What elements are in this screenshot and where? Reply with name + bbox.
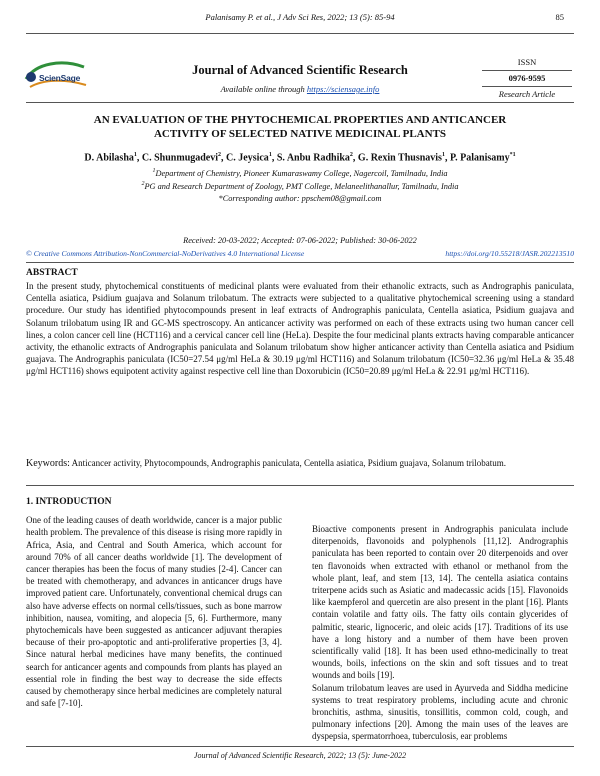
running-head: Palanisamy P. et al., J Adv Sci Res, 2022; 13 (5): 85-94 — [205, 12, 395, 22]
license-row — [26, 249, 574, 258]
author-sup: 2 — [349, 152, 353, 158]
left-column — [26, 496, 282, 709]
affiliation-2: $^2$PG and Research Department of Zoology, PMT College, Melaneelithanallur, Tamilnadu, India — [141, 181, 459, 191]
footer-rule — [26, 746, 574, 747]
issn-number: 0976-9595 — [482, 71, 572, 87]
author-list: D. Abilasha$^1$, C. Shunmugadevi$^2$, C. Jeysica$^1$, S. Anbu Radhika$^2$, G. Rexin Thusnavis$^1$, P. Palanisamy$^{*1}$ — [84, 152, 516, 164]
right-column — [312, 523, 568, 743]
header-rule-top — [26, 33, 574, 34]
author-name: D. Abilasha — [84, 152, 134, 164]
keywords-label: Keywords: — [26, 458, 70, 469]
title-line-2: ACTIVITY OF SELECTED NATIVE MEDICINAL PLANTS — [153, 128, 447, 140]
header-rule-bottom — [26, 102, 574, 103]
rule-above-abstract — [26, 262, 574, 263]
author-sup: 1 — [441, 152, 445, 158]
correspondence: *Corresponding author: ppschem08@gmail.com — [218, 194, 382, 203]
page-number: 85 — [555, 12, 564, 22]
author-sup: *1 — [509, 152, 516, 158]
cc-icon: © — [26, 249, 32, 258]
abstract-text: In the present study, phytochemical constituents of medicinal plants were evaluated from their ethanolic extracts, such as Andrographis paniculata, Centella asiatica, Psidium guajava and Solanum trilobatum. The extracts were subjected to a qualitative phytochemical screening using a standard procedure. Our study has identified phytocompounds present in leaf extracts of Andrographis paniculata, Centella asiatica, Psidium guajava and Solanum trilobatum using IR and GC-MS spectroscopy. An anticancer activity was performed on each of these extracts using two human cancer cell lines, a colon cancer cell line (HCT116) and a cervical cancer cell line (HeLa). Despite the four medicinal plants extracts having comparable anticancer activity, the ethanolic extracts of Andrographis paniculata and Solanum trilobatum show higher anticancer activity than Centella asiatica and Psidium guajava. The Andrographis paniculata (IC50=27.54 μg/ml HeLa & 30.19 μg/ml HCT116) and Solanum trilobatum (IC50=32.36 μg/ml HeLa & 35.48 μg/ml HCT116) shows equipotent activity against respective cell line than Doxorubicin (IC50=20.89 μg/ml HeLa & 22.91 μg/ml HCT116). — [26, 281, 574, 377]
rule-below-keywords — [26, 485, 574, 486]
article-dates: Received: 20-03-2022; Accepted: 07-06-2022; Published: 30-06-2022 — [183, 236, 417, 245]
section-heading: 1. INTRODUCTION — [26, 497, 112, 507]
author-name: C. Shunmugadevi — [141, 152, 219, 164]
author-name: S. Anbu Radhika — [276, 152, 350, 164]
author-sup: 1 — [268, 152, 272, 158]
journal-name: Journal of Advanced Scientific Research — [192, 63, 408, 77]
intro-paragraph-right-1: Bioactive components present in Andrographis paniculata include diterpenoids, flavonoids and polyphenols [11,12]. Andrographis paniculata has been reported to contain over 20 diterpenoids and over ten flavonoids when extracted with ethanol or methanol from the whole plant, leaf, and stem [13, 14]. The centella asiatica contains triterpene acids such as Asiatic and madecassic acids [15]. Flavonoids like kaempferol and quercetin are also present in the plant [16]. Plants contain volatile and fatty oils. The fatty oils contain glycerides of palmitic, stearic, lignoceric, and oleic acids [17]. Traditions of its use have a long history and a number of them have been proven scientifically valid [18]. It has been used ethno-medicinally to treat wounds, boils, infections on the skin and soft tissues and to treat wounds and boils [19]. — [312, 524, 568, 681]
title-line-1: AN EVALUATION OF THE PHYTOCHEMICAL PROPERTIES AND ANTICANCER — [93, 114, 507, 126]
author-name: P. Palanisamy — [449, 152, 510, 164]
intro-paragraph-left: One of the leading causes of death worldwide, cancer is a major public health problem. The prevalence of this disease is rising more rapidly in Africa, Asia, and Central and South America, which account for around 70% of all cancer deaths worldwide [1]. The development of cancer therapies has been the focus of many studies [2-4]. Cancer can be treated with chemotherapy, and advances in anticancer drugs have improved patient care. Unfortunately, conventional chemical drugs can also have adverse effects on normal cells/tissues, such as bone marrow inhibition, nausea, vomiting, and alopecia [5, 6]. Furthermore, many phytochemicals have been suggested as anticancer adjuvant therapies because of their pro-apoptotic and anti-proliferative properties [3, 4]. Since natural herbal medicines have many benefits, the continued search for anticancer agents and compounds from plants has played an essential role in finding the best way to decrease the side effects caused by chemotherapy since herbal medicines are completely natural and safe [7-10]. — [26, 515, 282, 709]
keywords-text: Anticancer activity, Phytocompounds, Andrographis paniculata, Centella asiatica, Psidium guajava, Solanum trilobatum. — [71, 458, 506, 468]
affiliation-1: $^1$Department of Chemistry, Pioneer Kumaraswamy College, Nagercoil, Tamilnadu, India — [152, 168, 448, 178]
online-prefix: Available online through — [220, 84, 305, 94]
intro-paragraph-right-2: Solanum trilobatum leaves are used in Ayurveda and Siddha medicine systems to treat respiratory problems, including acute and chronic bronchitis, asthma, sinusitis, tonsillitis, common cold, cough, and pulmonary infections [20]. Among the main uses of the leaves are dyspepsia, spermatorrhoea, tuberculosis, ear problems — [312, 682, 568, 742]
abstract-heading: ABSTRACT — [26, 268, 78, 278]
author-sup: 1 — [133, 152, 137, 158]
author-name: G. Rexin Thusnavis — [357, 152, 442, 164]
article-type: Research Article — [498, 89, 556, 99]
logo-text: ScienSage — [39, 73, 81, 83]
doi-link[interactable]: https://doi.org/10.55218/JASR.202213510 — [445, 249, 574, 258]
page-footer: Journal of Advanced Scientific Research, 2022; 13 (5): June-2022 — [193, 751, 407, 760]
author-name: C. Jeysica — [226, 152, 269, 164]
issn-label: ISSN — [482, 55, 572, 71]
author-sup: 2 — [218, 152, 222, 158]
keywords — [26, 457, 574, 470]
issn-box — [482, 55, 572, 102]
journal-link[interactable]: https://sciensage.info — [306, 84, 380, 94]
license-link[interactable]: Creative Commons Attribution-NonCommercial-NoDerivatives 4.0 International License — [33, 249, 305, 258]
article-title — [40, 113, 560, 141]
